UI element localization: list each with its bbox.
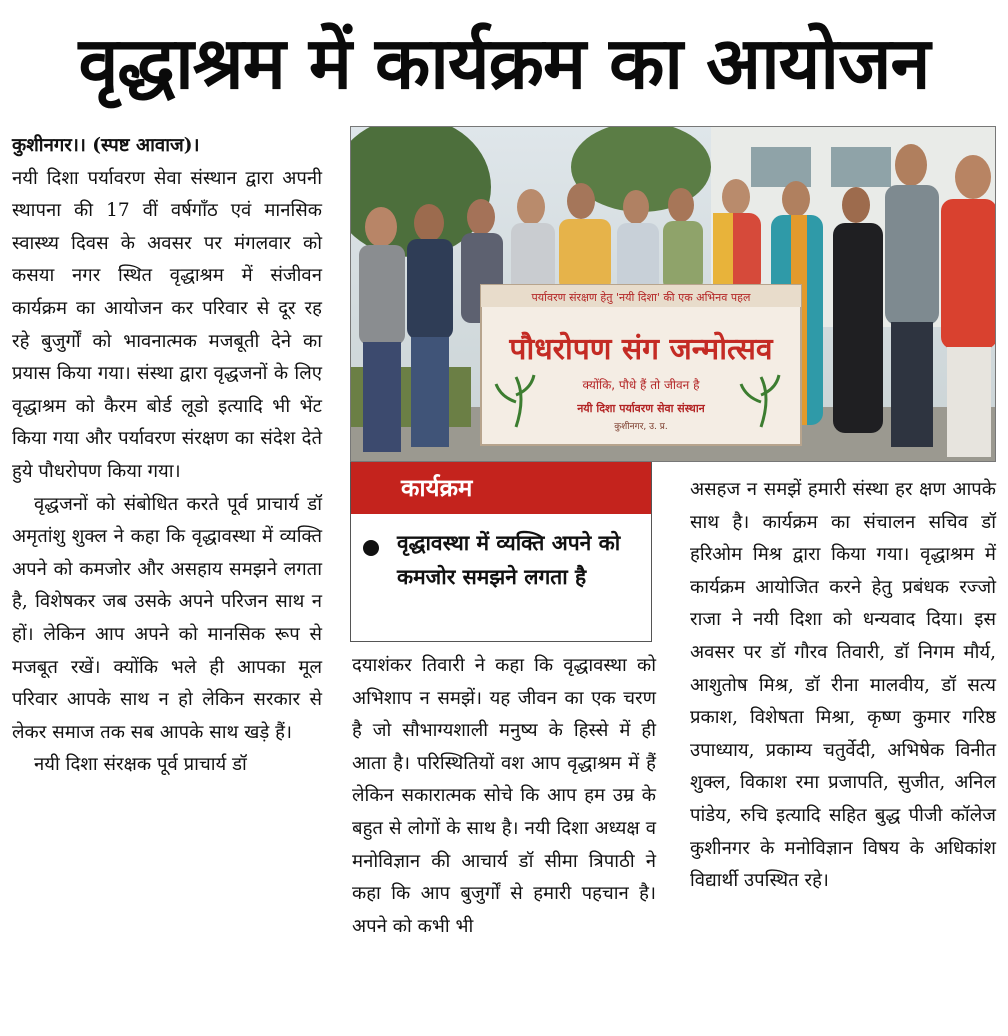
banner-top-text: पर्यावरण संरक्षण हेतु 'नयी दिशा' की एक अभिनव पहल xyxy=(531,291,751,304)
banner-tagline: क्योंकि, पौधे हैं तो जीवन है xyxy=(582,378,700,392)
banner-org: नयी दिशा पर्यावरण सेवा संस्थान xyxy=(577,402,705,415)
pull-quote-label: कार्यक्रम xyxy=(351,462,651,514)
paragraph-text: नयी दिशा पर्यावरण सेवा संस्थान द्वारा अपनी स्थापना की 17 वीं वर्षगाँठ एवं मानसिक स्वास्थ्य दिवस के अवसर पर मंगलवार को कसया नगर स्थित वृद्धाश्रम में संजीवन कार्यक्रम का आयोजन कर परिवार से दूर रह रहे बुजुर्गों को भावनात्मक मजबूती देने का प्रयास किया गया। संस्था द्वारा वृद्धजनों के लिए वृद्धाश्रम को कैरम बोर्ड लूडो इत्यादि भी भेंट किया गया और पर्यावरण संरक्षण का संदेश देते हुये पौधरोपण किया गया। xyxy=(12,167,322,482)
banner-title: पौधरोपण संग जन्मोत्सव xyxy=(509,332,773,367)
article-column-2 xyxy=(352,650,656,943)
pull-quote-text: वृद्धावस्था में व्यक्ति अपने को कमजोर समझने लगता है xyxy=(397,531,621,589)
article-paragraph: असहज न समझें हमारी संस्था हर क्षण आपके साथ है। कार्यक्रम का संचालन सचिव डॉ हरिओम मिश्र द्वारा किया गया। वृद्धाश्रम में कार्यक्रम आयोजित करने हेतु प्रबंधक रज्जो राजा ने नयी दिशा को धन्यवाद दिया। इस अवसर पर डॉ गौरव तिवारी, डॉ निगम मौर्य, आशुतोष मिश्र, डॉ रीना मालवीय, डॉ सत्य प्रकाश, विशेषता मिश्रा, कृष्ण कुमार गरिष्ठ उपाध्याय, प्रकाम्य चतुर्वेदी, अभिषेक विनीत शुक्ल, विकाश रमा प्रजापति, सुजीत, अनिल पांडेय, रुचि इत्यादि सहित बुद्ध पीजी कॉलेज कुशीनगर के मनोविज्ञान विषय के अधिकांश विद्यार्थी उपस्थित रहे। xyxy=(690,479,996,892)
pull-quote-body xyxy=(351,514,651,594)
group-photo-illustration xyxy=(351,127,996,462)
article-paragraph: दयाशंकर तिवारी ने कहा कि वृद्धावस्था को अभिशाप न समझें। यह जीवन का एक चरण है जो सौभाग्यशाली मनुष्य के हिस्से में ही आता है। परिस्थितियों वश आप वृद्धाश्रम में हैं लेकिन सकारात्मक सोचे कि आप हम उम्र के बहुत से लोगों के साथ है। नयी दिशा अध्यक्ष व मनोविज्ञान की आचार्य डॉ सीमा त्रिपाठी ने कहा कि आप बुजुर्गों से हमारी पहचान है। अपने को कभी भी xyxy=(352,655,656,937)
article-paragraph: वृद्धजनों को संबोधित करते पूर्व प्राचार्य डॉ अमृतांशु शुक्ल ने कहा कि वृद्धावस्था में व्यक्ति अपने को कमजोर और असहाय समझने लगता है, विशेषकर जब उसके अपने परिजन साथ न हों। लेकिन आप अपने को मानसिक रूप से मजबूत रखें। क्योंकि भले ही आपका मूल परिवार आपके साथ न हो लेकिन सरकार से लेकर समाज तक सब आपके साथ खड़े हैं। xyxy=(12,493,322,743)
dateline: कुशीनगर।। (स्पष्ट आवाज)। xyxy=(12,135,200,156)
pull-quote-box xyxy=(350,462,652,642)
article-paragraph: नयी दिशा संरक्षक पूर्व प्राचार्य डॉ xyxy=(34,754,247,776)
bullet-icon xyxy=(363,540,379,556)
news-photo xyxy=(350,126,996,462)
article-column-3 xyxy=(690,474,996,898)
banner-place: कुशीनगर, उ. प्र. xyxy=(614,422,668,432)
article-paragraph xyxy=(12,130,322,489)
headline: वृद्धाश्रम में कार्यक्रम का आयोजन xyxy=(78,21,930,105)
article-column-1 xyxy=(12,130,322,782)
